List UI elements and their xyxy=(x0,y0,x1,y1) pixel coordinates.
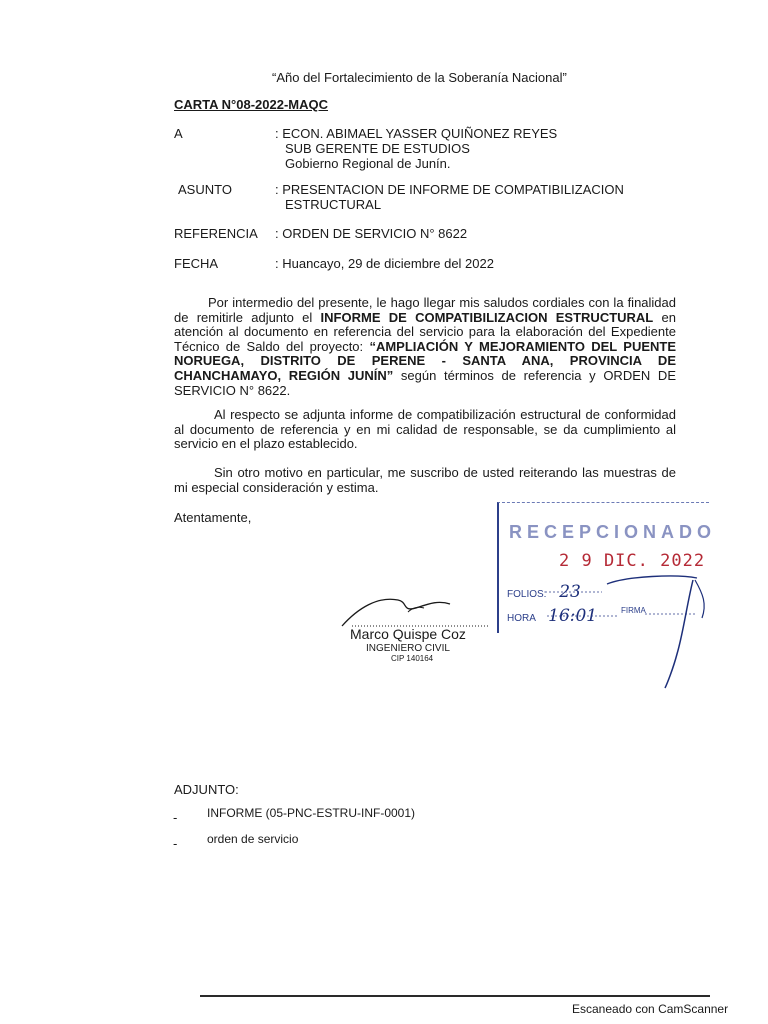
asunto-line1: : PRESENTACION DE INFORME DE COMPATIBILIZACION xyxy=(275,182,624,197)
asunto-line2: ESTRUCTURAL xyxy=(285,197,382,212)
signer-title: INGENIERO CIVIL xyxy=(366,643,450,654)
stamp-hora-value: 16:01 xyxy=(548,606,598,626)
p1-report-title: INFORME DE COMPATIBILIZACION ESTRUCTURAL xyxy=(320,309,654,325)
stamp-firma-label: FIRMA xyxy=(621,606,646,615)
stamp-handwriting-icon xyxy=(497,494,709,694)
attachment-bullet: - xyxy=(173,810,178,825)
letter-number: CARTA N°08-2022-MAQC xyxy=(174,97,329,112)
closing: Atentamente, xyxy=(174,510,252,525)
asunto-block xyxy=(275,182,624,212)
scanner-watermark: Escaneado con CamScanner xyxy=(572,1002,729,1016)
fecha-value: : Huancayo, 29 de diciembre del 2022 xyxy=(275,256,494,271)
attachment-bullet: - xyxy=(173,836,178,851)
stamp-received-text: RECEPCIONADO xyxy=(509,522,717,542)
referencia-label: REFERENCIA xyxy=(174,226,258,241)
recipient-label: A xyxy=(174,126,183,141)
referencia-value: : ORDEN DE SERVICIO N° 8622 xyxy=(275,226,468,241)
fecha-label: FECHA xyxy=(174,256,219,271)
recipient-position: SUB GERENTE DE ESTUDIOS xyxy=(285,141,470,156)
attachment-item: INFORME (05-PNC-ESTRU-INF-0001) xyxy=(207,806,416,820)
recipient-organization: Gobierno Regional de Junín. xyxy=(285,156,451,171)
p1-text-a: Por intermedio del presente, le hago llegar mis saludos cordiales con la finalidad de remitirle adjunto el xyxy=(174,295,676,325)
signer-name: Marco Quispe Coz xyxy=(350,626,466,642)
stamp-folios-value: 23 xyxy=(559,582,581,602)
reception-stamp xyxy=(497,494,717,644)
signer-cip: CIP 140164 xyxy=(391,654,434,663)
stamp-folios-label: FOLIOS: xyxy=(507,589,547,600)
body-paragraph-1 xyxy=(174,296,676,398)
p1-text-e: según términos de referencia y ORDEN DE SERVICIO N° 8622. xyxy=(174,367,676,398)
recipient-block xyxy=(275,126,557,171)
body-paragraph-2: Al respecto se adjunta informe de compatibilización estructural de conformidad al documento de referencia y en mi calidad de responsable, se da cumplimiento al servicio en el plazo establecido. xyxy=(174,407,676,452)
bottom-divider xyxy=(200,995,710,997)
stamp-hora-label: HORA xyxy=(507,613,536,624)
attachments-label: ADJUNTO: xyxy=(174,782,239,797)
attachment-item: orden de servicio xyxy=(207,832,299,846)
body-paragraph-3: Sin otro motivo en particular, me suscribo de usted reiterando las muestras de mi especial consideración y estima. xyxy=(174,465,676,495)
stamp-date: 2 9 DIC. 2022 xyxy=(559,551,706,571)
p1-text-c: en atención al documento en referencia del servicio para la elaboración del Expediente Técnico de Saldo del proyecto: xyxy=(174,309,676,354)
p1-project-name: “AMPLIACIÓN Y MEJORAMIENTO DEL PUENTE NORUEGA, DISTRITO DE PERENE - SANTA ANA, PROVINCIA DE CHANCHAMAYO, REGIÓN JUNÍN” xyxy=(174,338,676,383)
letter-motto: “Año del Fortalecimiento de la Soberanía Nacional” xyxy=(272,70,567,85)
recipient-name: : ECON. ABIMAEL YASSER QUIÑONEZ REYES xyxy=(275,126,558,141)
asunto-label: ASUNTO xyxy=(178,182,232,197)
